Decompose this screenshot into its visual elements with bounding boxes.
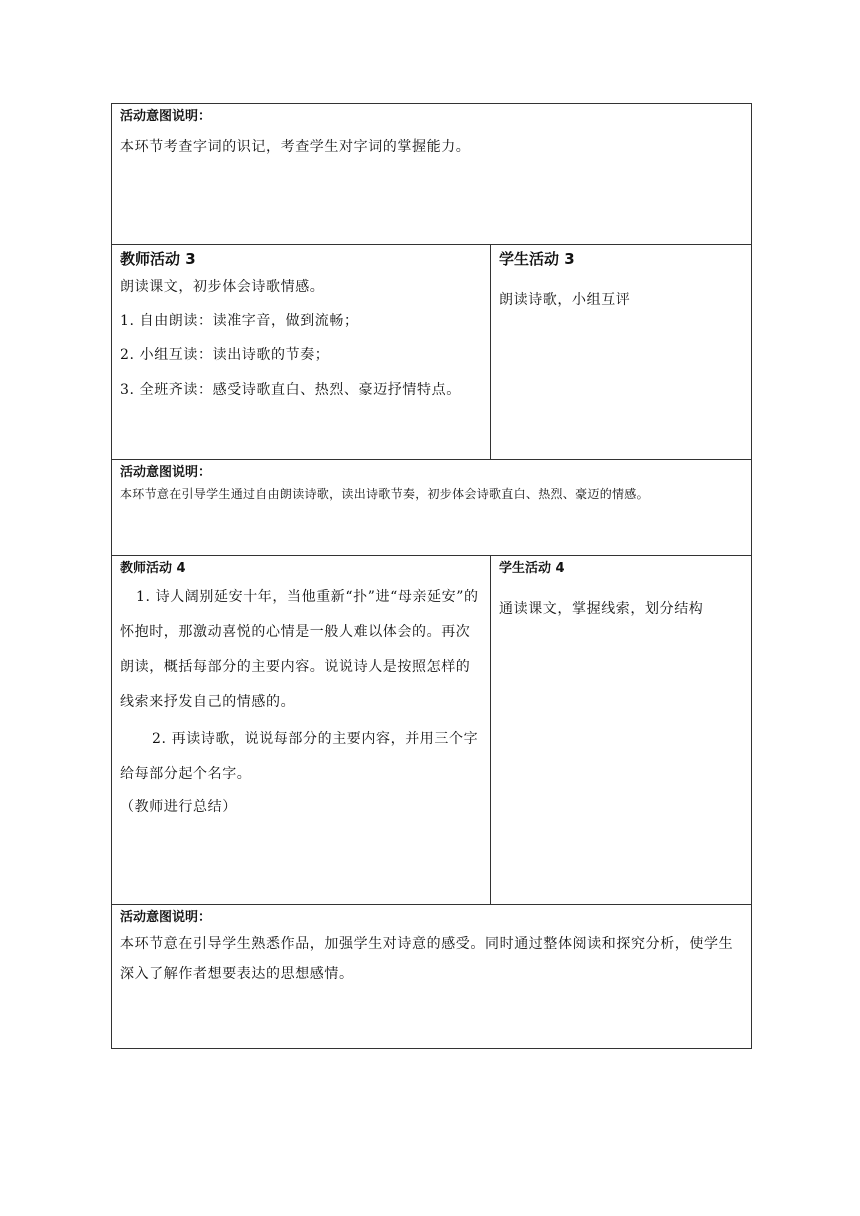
student-activity-3-cell: [491, 245, 751, 459]
student-activity-4-cell: [491, 556, 751, 904]
teacher-activity-3-heading: 教师活动 3: [120, 250, 196, 268]
activity-row-3: [112, 245, 751, 460]
teacher-activity-3-line-1: 朗读课文，初步体会诗歌情感。: [120, 279, 325, 295]
teacher-activity-3-line-2: 1. 自由朗读：读准字音，做到流畅；: [120, 313, 359, 329]
activity-row-4: [112, 556, 751, 905]
intent-cell-1: [112, 104, 751, 244]
intent-heading-2: 活动意图说明：: [120, 465, 212, 480]
teacher-activity-4-cell: [112, 556, 491, 904]
intent-cell-3: [112, 905, 751, 1048]
intent-row-1: [112, 104, 751, 245]
student-activity-4-heading: 学生活动 4: [499, 561, 565, 576]
intent-heading-1: 活动意图说明：: [120, 109, 212, 124]
teacher-activity-3-line-3: 2. 小组互读：读出诗歌的节奏；: [120, 347, 330, 363]
intent-row-3: [112, 905, 751, 1048]
teacher-activity-4-heading: 教师活动 4: [120, 561, 186, 576]
intent-cell-2: [112, 460, 751, 555]
teacher-activity-4-para-2: 2. 再读诗歌，说说每部分的主要内容，并用三个字给每部分起个名字。: [120, 731, 479, 782]
intent-text-1: 本环节考查字词的识记，考查学生对字词的掌握能力。: [120, 139, 471, 155]
intent-row-2: [112, 460, 751, 556]
intent-text-2: 本环节意在引导学生通过自由朗读诗歌，读出诗歌节奏，初步体会诗歌直白、热烈、豪迈的情感。: [120, 487, 649, 501]
student-activity-3-heading: 学生活动 3: [499, 250, 575, 268]
student-activity-3-text: 朗读诗歌，小组互评: [499, 292, 631, 308]
teacher-activity-3-cell: [112, 245, 491, 459]
intent-text-3: 本环节意在引导学生熟悉作品，加强学生对诗意的感受。同时通过整体阅读和探究分析，使学生深入了解作者想要表达的思想感情。: [120, 936, 734, 982]
lesson-plan-table: [111, 103, 752, 1049]
teacher-activity-4-para-1: 1. 诗人阔别延安十年，当他重新“扑”进“母亲延安”的怀抱时，那激动喜悦的心情是一般人难以体会的。再次朗读，概括每部分的主要内容。说说诗人是按照怎样的线索来抒发自己的情感的。: [120, 589, 479, 710]
teacher-activity-4-para-3: （教师进行总结）: [120, 799, 237, 815]
student-activity-4-text: 通读课文，掌握线索，划分结构: [499, 601, 704, 617]
intent-heading-3: 活动意图说明：: [120, 910, 212, 925]
teacher-activity-3-line-4: 3. 全班齐读：感受诗歌直白、热烈、豪迈抒情特点。: [120, 382, 461, 398]
